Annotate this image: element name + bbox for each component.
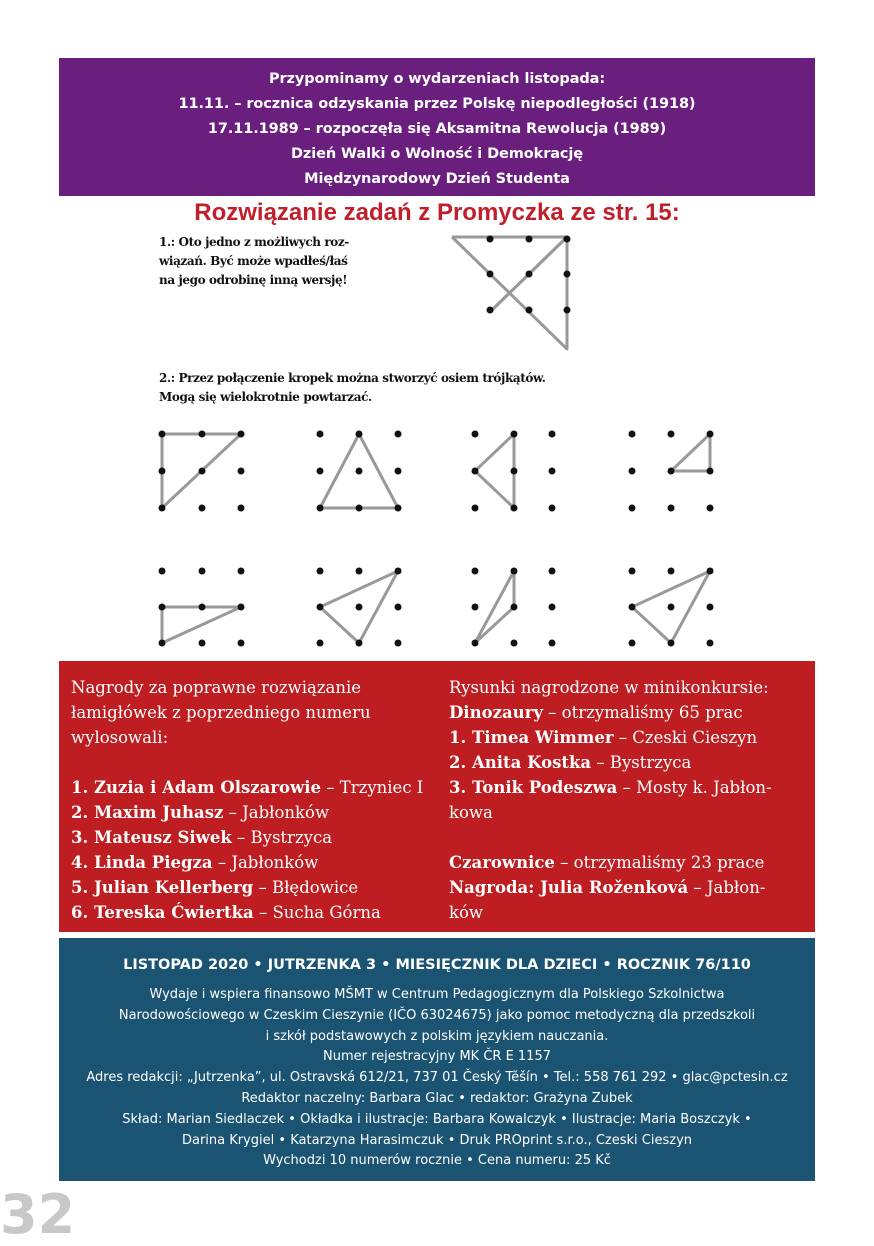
publication-info (59, 985, 815, 1172)
winner-name: 6. Tereska Ćwiertka (71, 903, 254, 922)
dino-winner-row (449, 725, 805, 750)
prizes-intro: łamigłówek z poprzedniego numeru (71, 703, 371, 722)
winner-place: – Trzyniec I (321, 778, 424, 797)
winner-row (71, 800, 443, 825)
dino-winner-cont: kowa (449, 803, 493, 822)
winner-row (71, 825, 443, 850)
puzzle1-solution (452, 236, 571, 350)
dino-count: – otrzymaliśmy 65 prac (542, 703, 743, 722)
triangle-diagram-4 (629, 431, 714, 512)
triangle-diagram-6 (317, 568, 402, 647)
winner-name: 3. Mateusz Siwek (71, 828, 232, 847)
info-line: Darina Krygiel • Katarzyna Harasimczuk • Druk PROprint s.r.o., Czeski Cieszyn (181, 1132, 693, 1148)
task1-line: na jego odrobinę inną wersję! (159, 273, 348, 287)
winner-name: 5. Julian Kellerberg (71, 878, 254, 897)
task2-line: 2.: Przez połączenie kropek można stworzyć osiem trójkątów. (159, 371, 546, 385)
dino-winner-name: 3. Tonik Podeszwa (449, 778, 618, 797)
info-line: Skład: Marian Siedlaczek • Okładka i ilustracje: Barbara Kowalczyk • Ilustracje: Maria Boszczyk • (122, 1111, 752, 1127)
page-number: 32 (0, 1183, 76, 1246)
winner-row (71, 875, 443, 900)
announcement-line: Dzień Walki o Wolność i Demokrację (290, 146, 584, 162)
winner-row (71, 850, 443, 875)
task2-line: Mogą się wielokrotnie powtarzać. (159, 390, 372, 404)
info-line: Numer rejestracyjny MK ČR E 1157 (322, 1049, 551, 1065)
prizes-column (71, 675, 443, 925)
solutions-heading: Rozwiązanie zadań z Promyczka ze str. 15: (194, 199, 680, 226)
winner-row (71, 775, 443, 800)
witch-title: Czarownice (449, 853, 555, 872)
witch-prize-row (449, 875, 805, 900)
winner-place: – Bystrzyca (231, 828, 333, 847)
dino-title: Dinozaury (449, 703, 543, 722)
winner-place: – Błędowice (253, 878, 359, 897)
witch-prize-label: Nagroda: Julia Roženková (449, 878, 689, 897)
dino-winner-row (449, 750, 805, 775)
masthead: LISTOPAD 2020 • JUTRZENKA 3 • MIESIĘCZNIK DLA DZIECI • ROCZNIK 76/110 (123, 957, 751, 973)
triangle-diagram-2 (317, 431, 402, 512)
prizes-intro: Nagrody za poprawne rozwiązanie (71, 678, 362, 697)
witch-category (449, 850, 805, 875)
witch-prize-cont: ków (449, 903, 484, 922)
triangle-diagram-8 (629, 568, 714, 647)
dino-winner-row (449, 775, 805, 800)
winner-name: 4. Linda Piegza (71, 853, 213, 872)
dino-category (449, 700, 805, 725)
task1-line: wiązań. Być może wpadłeś/łaś (159, 254, 348, 268)
publication-footer (59, 938, 815, 1181)
info-line: Wydaje i wspiera finansowo MŠMT w Centrum Pedagogicznym dla Polskiego Szkolnictwa (149, 987, 725, 1002)
winner-place: – Jabłonków (212, 853, 319, 872)
winner-row (71, 900, 443, 925)
dino-winner-place: – Czeski Cieszyn (613, 728, 758, 747)
info-line: Redaktor naczelny: Barbara Glac • redaktor: Grażyna Zubek (241, 1090, 633, 1106)
witch-prize-place: – Jabłon- (688, 878, 766, 897)
contest-column (449, 675, 805, 925)
triangle-diagram-1 (159, 431, 245, 512)
announcement-line: 11.11. – rocznica odzyskania przez Polskę niepodległości (1918) (178, 96, 696, 112)
info-line: Narodowościowego w Czeskim Cieszynie (IČO 63024675) jako pomoc metodyczną dla przedszkoli (118, 1007, 756, 1023)
info-line: Wychodzi 10 numerów rocznie • Cena numeru: 25 Kč (263, 1153, 611, 1169)
task1-line: 1.: Oto jedno z możliwych roz- (159, 235, 349, 249)
announcement-line: Międzynarodowy Dzień Studenta (304, 171, 570, 187)
triangle-diagram-5 (159, 568, 245, 647)
triangle-diagram-3 (472, 431, 556, 512)
winner-place: – Sucha Górna (253, 903, 381, 922)
contest-intro: Rysunki nagrodzone w minikonkursie: (449, 678, 769, 697)
prizes-box (59, 661, 815, 932)
dino-winner-name: 2. Anita Kostka (449, 753, 592, 772)
announcement-line: 17.11.1989 – rozpoczęła się Aksamitna Rewolucja (1989) (207, 121, 667, 137)
dino-winner-place: – Bystrzyca (591, 753, 692, 772)
witch-count: – otrzymaliśmy 23 prace (554, 853, 765, 872)
triangle-diagram-7 (472, 568, 556, 647)
announcement-line: Przypominamy o wydarzeniach listopada: (268, 71, 606, 87)
dino-winner-place: – Mosty k. Jabłon- (617, 778, 772, 797)
winner-name: 2. Maxim Juhasz (71, 803, 224, 822)
winner-place: – Jabłonków (223, 803, 330, 822)
info-line: i szkół podstawowych z polskim językiem nauczania. (265, 1028, 609, 1044)
info-line: Adres redakcji: „Jutrzenka”, ul. Ostravská 612/21, 737 01 Český Těšín • Tel.: 558 761 292 • glac@pctesin.cz (86, 1070, 788, 1086)
winner-name: 1. Zuzia i Adam Olszarowie (71, 778, 321, 797)
dino-winner-name: 1. Timea Wimmer (449, 728, 614, 747)
prizes-intro: wylosowali: (71, 728, 169, 747)
